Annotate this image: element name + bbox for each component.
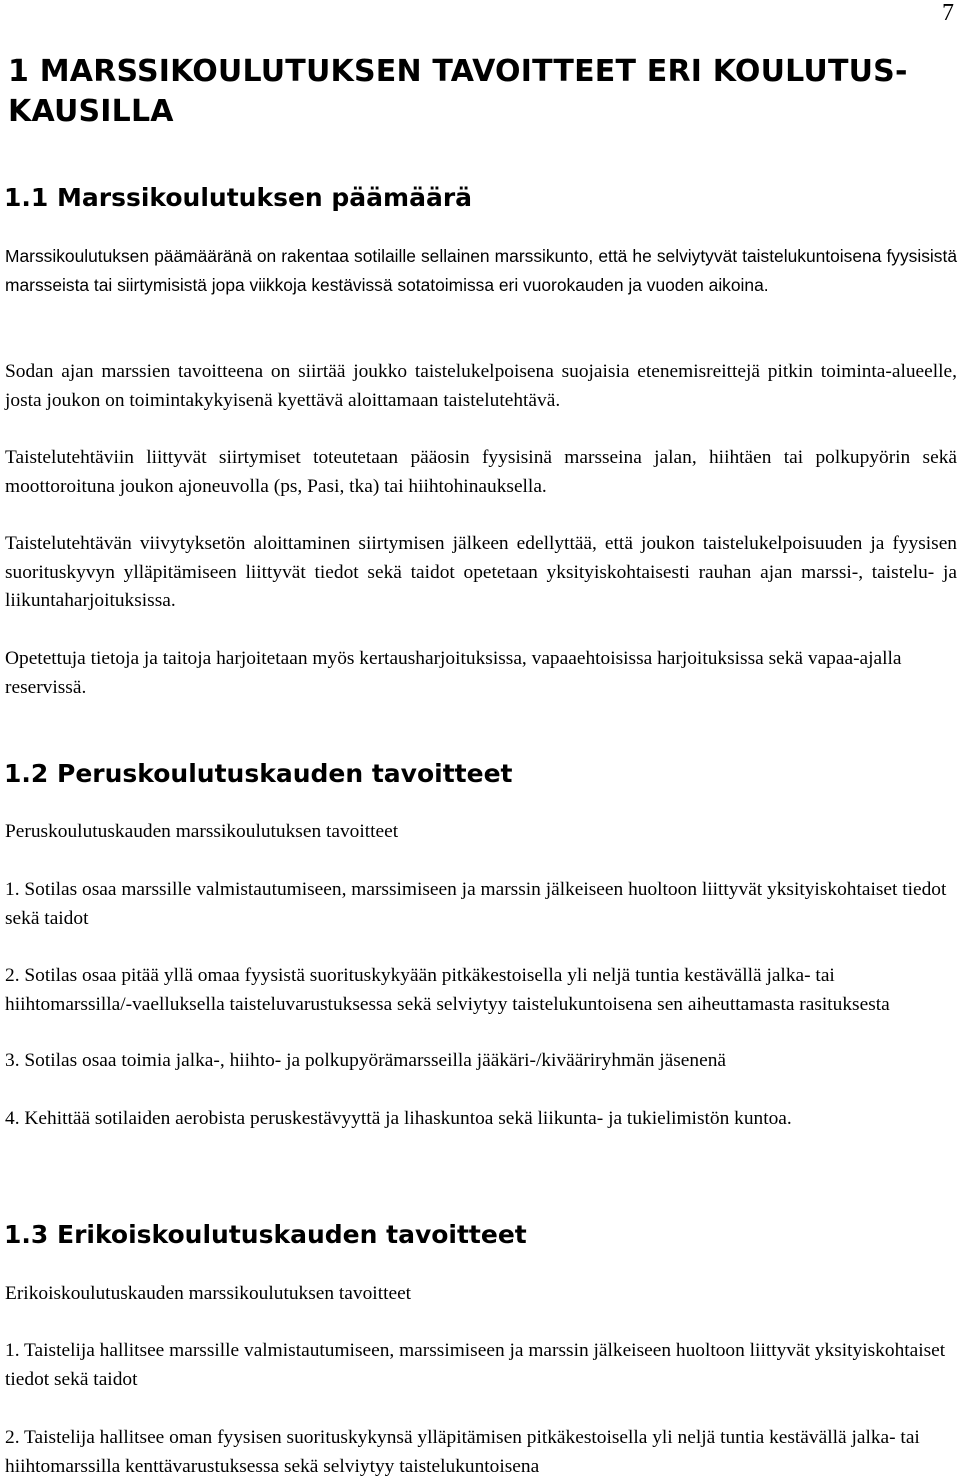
page-number: 7 xyxy=(942,0,954,26)
section-1-3-item-2: 2. Taistelija hallitsee oman fyysisen suorituskykynsä ylläpitämisen pitkäkestoisella yli neljä tuntia kestävällä jalka- tai hiihtomarssilla kenttävarustuksessa sekä selviytyy taistelukuntoisena xyxy=(5,1427,920,1477)
section-1-1-paragraph-1: Marssikoulutuksen päämääränä on rakentaa sotilaille sellainen marssikunto, että he selviytyvät taistelukuntoisena fyysisistä marsseista tai siirtymisistä jopa viikkoja kestävissä sotatoimissa eri vuorokauden ja vuoden aikoina. xyxy=(5,246,957,295)
section-1-1-heading: 1.1 Marssikoulutuksen päämäärä xyxy=(4,183,473,212)
section-1-2-item-1: 1. Sotilas osaa marssille valmistautumiseen, marssimiseen ja marssin jälkeiseen huoltoon liittyvät yksityiskohtaiset tiedot sekä taidot xyxy=(5,879,947,929)
section-1-2-item-4: 4. Kehittää sotilaiden aerobista peruskestävyyttä ja lihaskuntoa sekä liikunta- ja tukielimistön kuntoa. xyxy=(5,1108,792,1129)
section-1-3-intro: Erikoiskoulutuskauden marssikoulutuksen tavoitteet xyxy=(5,1283,412,1304)
chapter-title xyxy=(8,52,948,132)
section-1-2-item-3: 3. Sotilas osaa toimia jalka-, hiihto- ja polkupyörämarsseilla jääkäri-/kivääriryhmän jäsenenä xyxy=(5,1050,726,1071)
section-1-2-item-2: 2. Sotilas osaa pitää yllä omaa fyysistä suorituskykyään pitkäkestoisella yli neljä tuntia kestävällä jalka- tai hiihtomarssilla/-vaelluksella taisteluvarustuksessa sekä selviytyy taistelukuntoisena sen aiheuttamasta rasituksesta xyxy=(5,965,890,1015)
chapter-title-line-2: KAUSILLA xyxy=(8,94,174,129)
section-1-2-intro: Peruskoulutuskauden marssikoulutuksen tavoitteet xyxy=(5,821,399,842)
section-1-3-heading: 1.3 Erikoiskoulutuskauden tavoitteet xyxy=(4,1220,527,1249)
section-1-1-paragraph-5: Opetettuja tietoja ja taitoja harjoitetaan myös kertausharjoituksissa, vapaaehtoisissa harjoituksissa sekä vapaa-ajalla reservissä. xyxy=(5,648,902,698)
section-1-3-item-1: 1. Taistelija hallitsee marssille valmistautumiseen, marssimiseen ja marssin jälkeiseen huoltoon liittyvät yksityiskohtaiset tiedot sekä taidot xyxy=(5,1340,946,1390)
section-1-1-paragraph-2: Sodan ajan marssien tavoitteena on siirtää joukko taistelukelpoisena suojaisia etenemisreittejä pitkin toiminta-alueelle, josta joukon on toimintakykyisenä kyettävä aloittamaan taistelutehtävä. xyxy=(5,361,957,411)
section-1-1-paragraph-4: Taistelutehtävän viivytyksetön aloittaminen siirtymisen jälkeen edellyttää, että joukon taistelukelpoisuuden ja fyysisen suorituskyvyn ylläpitämiseen liittyvät tiedot sekä taidot opetetaan yksityiskohtaisesti rauhan ajan marssi-, taistelu- ja liikuntaharjoituksissa. xyxy=(5,533,957,611)
section-1-2-heading: 1.2 Peruskoulutuskauden tavoitteet xyxy=(4,759,513,788)
chapter-title-line-1: 1 MARSSIKOULUTUKSEN TAVOITTEET ERI KOULUTUS- xyxy=(8,54,908,89)
section-1-1-paragraph-3: Taistelutehtäviin liittyvät siirtymiset toteutetaan pääosin fyysisinä marsseina jalan, hiihtäen tai polkupyörin sekä moottoroituna joukon ajoneuvolla (ps, Pasi, tka) tai hiihtohinauksella. xyxy=(5,447,957,497)
